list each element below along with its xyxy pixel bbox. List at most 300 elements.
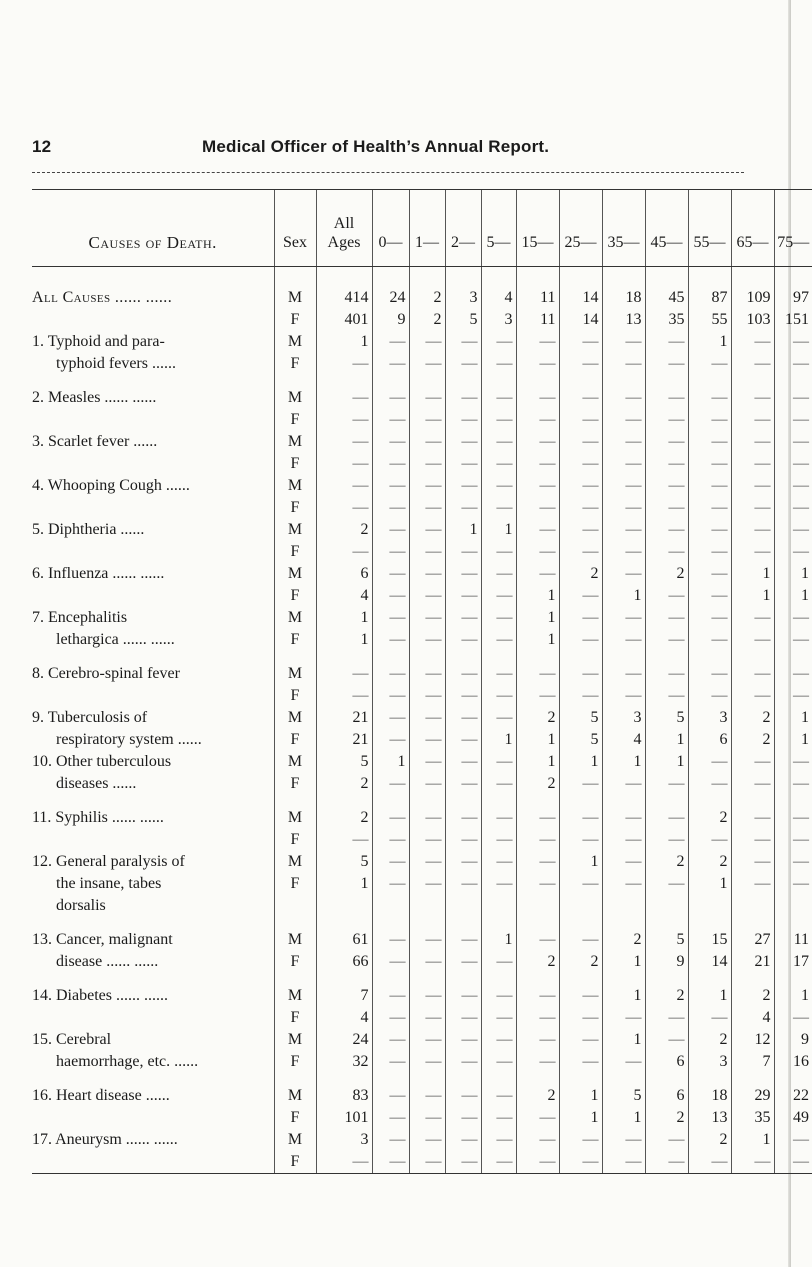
spacer-cell [372, 375, 409, 387]
table-row [32, 1085, 812, 1107]
count-cell: — [372, 453, 409, 475]
count-cell: — [731, 807, 774, 829]
cause-label [32, 1151, 274, 1174]
count-cell: — [602, 1007, 645, 1029]
count-cell: — [559, 1029, 602, 1051]
count-cell: — [372, 729, 409, 751]
count-cell: — [688, 773, 731, 795]
count-cell: — [774, 387, 812, 409]
count-cell: — [409, 951, 445, 973]
spacer-cell [774, 375, 812, 387]
spacer-cell [372, 795, 409, 807]
table-row [32, 951, 812, 973]
count-cell: — [445, 331, 481, 353]
count-cell: 7 [316, 985, 372, 1007]
count-cell: — [774, 663, 812, 685]
count-cell: — [481, 707, 516, 729]
count-cell: — [602, 873, 645, 895]
cause-label [32, 585, 274, 607]
count-cell: 2 [645, 985, 688, 1007]
count-cell: 24 [372, 287, 409, 309]
row-spacer [32, 917, 812, 929]
count-cell: 2 [645, 1107, 688, 1129]
count-cell: — [602, 1129, 645, 1151]
count-cell: — [481, 985, 516, 1007]
spacer-cell [731, 795, 774, 807]
table-row [32, 663, 812, 685]
count-cell: 14 [559, 309, 602, 331]
table-row [32, 353, 812, 375]
count-cell: — [602, 497, 645, 519]
count-cell: — [481, 663, 516, 685]
count-cell [372, 895, 409, 917]
count-cell: — [602, 773, 645, 795]
count-cell: — [645, 663, 688, 685]
count-cell: — [516, 453, 559, 475]
count-cell: — [645, 685, 688, 707]
table-row [32, 475, 812, 497]
count-cell: 5 [316, 851, 372, 873]
count-cell: 2 [602, 929, 645, 951]
count-cell: — [559, 829, 602, 851]
count-cell: — [602, 409, 645, 431]
count-cell: — [774, 541, 812, 563]
header-divider [32, 172, 744, 173]
count-cell: — [774, 431, 812, 453]
table-row [32, 453, 812, 475]
count-cell: — [645, 409, 688, 431]
table-row [32, 1029, 812, 1051]
sex-cell: M [274, 663, 316, 685]
count-cell: 103 [731, 309, 774, 331]
count-cell: 5 [559, 729, 602, 751]
count-cell: — [409, 519, 445, 541]
page-header [32, 137, 752, 167]
count-cell: — [445, 475, 481, 497]
count-cell: — [774, 497, 812, 519]
count-cell: — [559, 1129, 602, 1151]
count-cell: — [731, 409, 774, 431]
cause-label [32, 541, 274, 563]
spacer-cell [559, 375, 602, 387]
count-cell: — [445, 1007, 481, 1029]
count-cell: — [731, 519, 774, 541]
count-cell: 49 [774, 1107, 812, 1129]
column-header: Causes of Death. [32, 190, 274, 267]
table-row [32, 1151, 812, 1174]
count-cell: — [516, 1129, 559, 1151]
table-row [32, 1007, 812, 1029]
table-row [32, 331, 812, 353]
sex-cell: F [274, 453, 316, 475]
count-cell: — [688, 585, 731, 607]
count-cell: — [559, 387, 602, 409]
cause-label: 11. Syphilis ...... ...... [32, 809, 164, 826]
count-cell: — [409, 707, 445, 729]
column-header [316, 190, 372, 267]
table-row [32, 807, 812, 829]
count-cell: — [774, 331, 812, 353]
count-cell: 3 [688, 707, 731, 729]
count-cell: — [688, 607, 731, 629]
count-cell: 1 [481, 929, 516, 951]
spacer-cell [372, 973, 409, 985]
count-cell: 5 [645, 707, 688, 729]
count-cell: — [602, 541, 645, 563]
row-spacer [32, 795, 812, 807]
spacer-cell [372, 651, 409, 663]
sex-cell: M [274, 607, 316, 629]
sex-cell: F [274, 1107, 316, 1129]
spacer-cell [316, 267, 372, 288]
count-cell: — [409, 851, 445, 873]
count-cell: 9 [774, 1029, 812, 1051]
count-cell: — [602, 851, 645, 873]
count-cell: — [316, 387, 372, 409]
sex-cell: F [274, 1007, 316, 1029]
count-cell: 2 [731, 707, 774, 729]
count-cell: — [645, 585, 688, 607]
count-cell: 1 [602, 951, 645, 973]
count-cell: — [445, 353, 481, 375]
count-cell: 1 [602, 1029, 645, 1051]
spacer-cell [645, 651, 688, 663]
count-cell: — [645, 773, 688, 795]
count-cell: — [481, 629, 516, 651]
count-cell: — [688, 1007, 731, 1029]
count-cell: 3 [316, 1129, 372, 1151]
count-cell: — [688, 751, 731, 773]
cause-label: dorsalis [56, 897, 106, 914]
count-cell: — [731, 685, 774, 707]
count-cell: — [409, 387, 445, 409]
count-cell [316, 895, 372, 917]
spacer-cell [316, 1073, 372, 1085]
spacer-cell [481, 267, 516, 288]
sex-cell: F [274, 1051, 316, 1073]
table-row [32, 829, 812, 851]
spacer-cell [445, 973, 481, 985]
count-cell: 2 [688, 1029, 731, 1051]
count-cell [688, 895, 731, 917]
count-cell: — [688, 1151, 731, 1174]
spacer-cell [731, 267, 774, 288]
column-header: 1— [409, 190, 445, 267]
count-cell: — [645, 453, 688, 475]
count-cell [409, 895, 445, 917]
count-cell: — [481, 453, 516, 475]
count-cell: 14 [559, 287, 602, 309]
column-header: 45— [645, 190, 688, 267]
spacer-cell [32, 917, 274, 929]
count-cell: — [516, 353, 559, 375]
count-cell: — [688, 387, 731, 409]
count-cell: — [559, 629, 602, 651]
count-cell: — [731, 607, 774, 629]
count-cell: — [372, 773, 409, 795]
count-cell: — [316, 1151, 372, 1174]
count-cell: 6 [645, 1085, 688, 1107]
count-cell: 151 [774, 309, 812, 331]
count-cell: — [688, 453, 731, 475]
sex-cell: F [274, 497, 316, 519]
sex-cell: M [274, 851, 316, 873]
cause-label: 6. Influenza ...... ...... [32, 565, 165, 582]
count-cell: — [445, 663, 481, 685]
count-cell [602, 895, 645, 917]
spacer-cell [645, 917, 688, 929]
count-cell: — [688, 829, 731, 851]
count-cell: 5 [445, 309, 481, 331]
table-row [32, 541, 812, 563]
count-cell: 414 [316, 287, 372, 309]
count-cell: — [731, 331, 774, 353]
count-cell: — [602, 431, 645, 453]
sex-cell: M [274, 475, 316, 497]
count-cell: — [481, 873, 516, 895]
count-cell: — [516, 331, 559, 353]
sex-cell: M [274, 1129, 316, 1151]
spacer-cell [409, 375, 445, 387]
count-cell: — [409, 1029, 445, 1051]
spacer-cell [645, 973, 688, 985]
count-cell: — [645, 1151, 688, 1174]
count-cell: — [481, 387, 516, 409]
spacer-cell [602, 973, 645, 985]
count-cell: — [731, 663, 774, 685]
count-cell: 66 [316, 951, 372, 973]
count-cell: — [481, 585, 516, 607]
count-cell: 32 [316, 1051, 372, 1073]
count-cell: — [445, 1129, 481, 1151]
spacer-cell [316, 375, 372, 387]
count-cell: — [602, 685, 645, 707]
count-cell: — [372, 409, 409, 431]
count-cell: — [774, 851, 812, 873]
count-cell: 18 [688, 1085, 731, 1107]
count-cell: — [316, 475, 372, 497]
count-cell: — [409, 873, 445, 895]
table-row [32, 851, 812, 873]
spacer-cell [602, 267, 645, 288]
count-cell: — [559, 1051, 602, 1073]
count-cell: — [409, 353, 445, 375]
table-body [32, 267, 812, 1174]
table-row [32, 497, 812, 519]
count-cell [645, 895, 688, 917]
count-cell: — [481, 475, 516, 497]
count-cell: 2 [645, 851, 688, 873]
sex-cell: M [274, 331, 316, 353]
spacer-cell [445, 1073, 481, 1085]
count-cell: — [445, 951, 481, 973]
count-cell: 83 [316, 1085, 372, 1107]
count-cell: — [409, 563, 445, 585]
cause-label: 9. Tuberculosis of [32, 709, 148, 726]
causes-of-death-table [32, 189, 812, 1174]
count-cell: 2 [409, 287, 445, 309]
count-cell: — [559, 1007, 602, 1029]
spacer-cell [516, 795, 559, 807]
count-cell [559, 895, 602, 917]
count-cell: — [372, 807, 409, 829]
count-cell: — [516, 685, 559, 707]
count-cell: — [516, 497, 559, 519]
column-header: 15— [516, 190, 559, 267]
cause-label: 14. Diabetes ...... ...... [32, 987, 168, 1004]
cause-label [32, 309, 274, 331]
spacer-cell [445, 375, 481, 387]
count-cell: — [559, 873, 602, 895]
count-cell: — [645, 807, 688, 829]
count-cell: — [372, 1085, 409, 1107]
count-cell: 1 [602, 751, 645, 773]
count-cell: 21 [316, 729, 372, 751]
cause-label: 4. Whooping Cough ...... [32, 477, 190, 494]
count-cell: — [516, 387, 559, 409]
count-cell: — [731, 873, 774, 895]
count-cell: 2 [516, 773, 559, 795]
spacer-cell [645, 795, 688, 807]
count-cell: — [516, 985, 559, 1007]
sex-cell: M [274, 431, 316, 453]
count-cell: — [688, 431, 731, 453]
table-row [32, 607, 812, 629]
count-cell: — [445, 1029, 481, 1051]
spacer-cell [445, 267, 481, 288]
table-row [32, 563, 812, 585]
count-cell: — [316, 541, 372, 563]
count-cell: 1 [516, 751, 559, 773]
count-cell: 1 [516, 729, 559, 751]
count-cell: 1 [688, 873, 731, 895]
spacer-cell [559, 267, 602, 288]
spacer-cell [516, 973, 559, 985]
count-cell: 101 [316, 1107, 372, 1129]
spacer-cell [32, 795, 274, 807]
count-cell: — [516, 851, 559, 873]
count-cell: 1 [645, 751, 688, 773]
count-cell: — [516, 541, 559, 563]
cause-label: 16. Heart disease ...... [32, 1087, 170, 1104]
cause-label: respiratory system ...... [56, 731, 202, 748]
count-cell: — [372, 707, 409, 729]
sex-cell: M [274, 563, 316, 585]
count-cell: — [559, 929, 602, 951]
spacer-cell [774, 1073, 812, 1085]
count-cell: — [516, 829, 559, 851]
count-cell: 2 [645, 563, 688, 585]
spacer-cell [274, 917, 316, 929]
spacer-cell [688, 917, 731, 929]
cause-label: All Causes ...... ...... [32, 289, 173, 306]
spacer-cell [409, 1073, 445, 1085]
spacer-cell [445, 917, 481, 929]
spacer-cell [274, 1073, 316, 1085]
count-cell: — [372, 873, 409, 895]
spacer-cell [409, 795, 445, 807]
table-row [32, 1129, 812, 1151]
count-cell: — [445, 585, 481, 607]
count-cell: — [481, 951, 516, 973]
count-cell: — [445, 729, 481, 751]
count-cell: — [372, 829, 409, 851]
count-cell: — [774, 685, 812, 707]
count-cell: 87 [688, 287, 731, 309]
count-cell: — [372, 663, 409, 685]
count-cell: — [602, 331, 645, 353]
count-cell: — [481, 607, 516, 629]
count-cell: — [372, 629, 409, 651]
cause-label: 2. Measles ...... ...... [32, 389, 157, 406]
count-cell: — [559, 807, 602, 829]
count-cell: — [645, 387, 688, 409]
count-cell: — [774, 751, 812, 773]
count-cell: — [372, 1129, 409, 1151]
count-cell: 2 [409, 309, 445, 331]
count-cell: 21 [731, 951, 774, 973]
count-cell [445, 895, 481, 917]
spacer-cell [274, 651, 316, 663]
count-cell: 1 [774, 729, 812, 751]
sex-cell: F [274, 409, 316, 431]
count-cell: — [688, 663, 731, 685]
count-cell: — [731, 751, 774, 773]
count-cell: 4 [316, 585, 372, 607]
count-cell: 1 [731, 1129, 774, 1151]
spacer-cell [516, 651, 559, 663]
count-cell: — [602, 353, 645, 375]
table-row [32, 519, 812, 541]
count-cell: — [731, 629, 774, 651]
count-cell: 11 [516, 287, 559, 309]
count-cell: — [516, 663, 559, 685]
cause-label: 3. Scarlet fever ...... [32, 433, 158, 450]
count-cell: — [409, 729, 445, 751]
count-cell: — [602, 453, 645, 475]
spacer-cell [602, 651, 645, 663]
count-cell: — [409, 773, 445, 795]
count-cell: — [731, 829, 774, 851]
count-cell: — [481, 1129, 516, 1151]
spacer-cell [372, 1073, 409, 1085]
cause-label [32, 1007, 274, 1029]
count-cell: — [445, 497, 481, 519]
count-cell: — [481, 563, 516, 585]
count-cell: — [774, 353, 812, 375]
sex-cell: M [274, 707, 316, 729]
count-cell: — [372, 519, 409, 541]
count-cell: 24 [316, 1029, 372, 1051]
spacer-cell [481, 917, 516, 929]
count-cell: — [645, 607, 688, 629]
row-spacer [32, 1073, 812, 1085]
count-cell: — [688, 519, 731, 541]
count-cell: — [688, 409, 731, 431]
table-row [32, 685, 812, 707]
spacer-cell [559, 651, 602, 663]
count-cell: 1 [559, 851, 602, 873]
column-header: 75— [774, 190, 812, 267]
count-cell: — [316, 829, 372, 851]
count-cell: 2 [731, 985, 774, 1007]
count-cell: — [445, 873, 481, 895]
count-cell: — [316, 409, 372, 431]
count-cell: — [645, 1007, 688, 1029]
count-cell: 2 [559, 951, 602, 973]
count-cell: — [645, 541, 688, 563]
spacer-cell [372, 267, 409, 288]
